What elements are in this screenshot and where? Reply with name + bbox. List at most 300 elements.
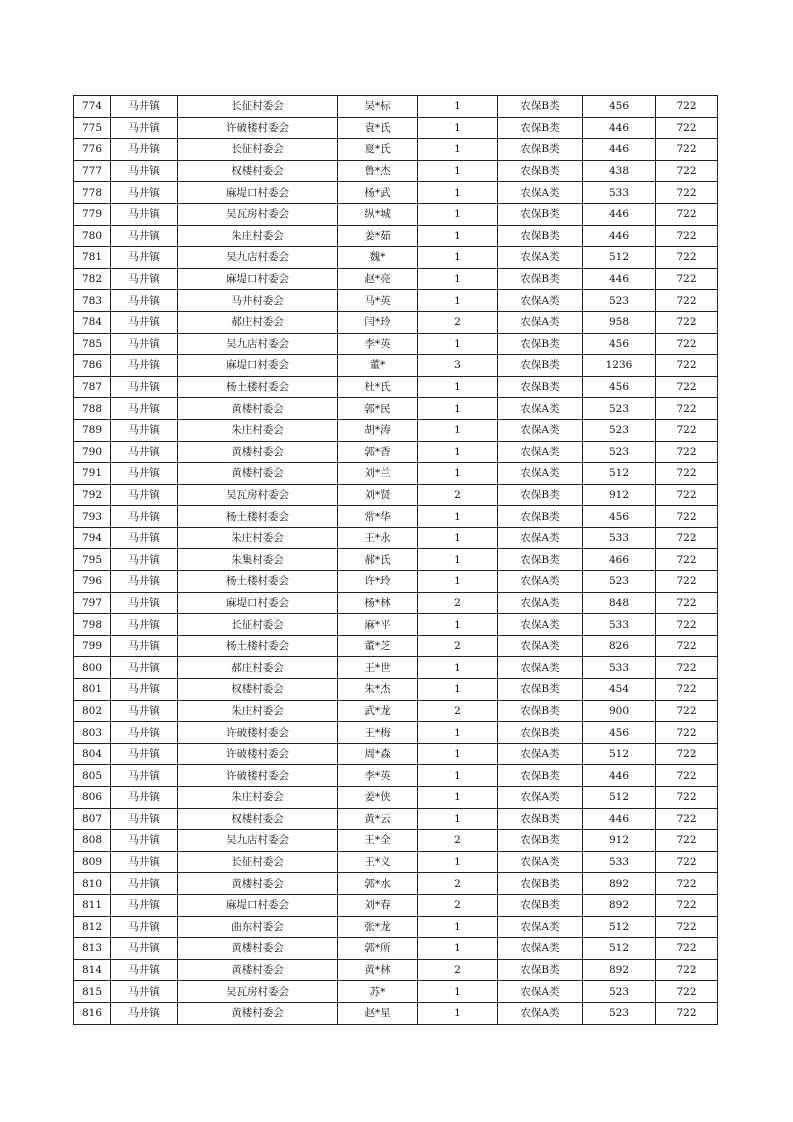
town-cell: 马井镇: [111, 679, 178, 701]
amount-cell: 456: [583, 506, 656, 528]
amount-cell: 533: [583, 614, 656, 636]
village-committee-cell: 朱庄村委会: [178, 225, 338, 247]
household-size-cell: 2: [418, 484, 498, 506]
standard-cell: 722: [656, 549, 718, 571]
table-row: [74, 614, 718, 636]
insurance-category-cell: 农保B类: [498, 700, 583, 722]
standard-cell: 722: [656, 463, 718, 485]
household-size-cell: 1: [418, 549, 498, 571]
village-committee-cell: 黄楼村委会: [178, 1002, 338, 1024]
village-committee-cell: 麻堤口村委会: [178, 894, 338, 916]
household-size-cell: 1: [418, 981, 498, 1003]
amount-cell: 523: [583, 981, 656, 1003]
town-cell: 马井镇: [111, 851, 178, 873]
standard-cell: 722: [656, 808, 718, 830]
insurance-category-cell: 农保B类: [498, 830, 583, 852]
household-size-cell: 1: [418, 203, 498, 225]
standard-cell: 722: [656, 290, 718, 312]
standard-cell: 722: [656, 679, 718, 701]
amount-cell: 533: [583, 182, 656, 204]
town-cell: 马井镇: [111, 182, 178, 204]
name-cell: 郭*民: [338, 398, 418, 420]
serial-number-cell: 808: [74, 830, 111, 852]
town-cell: 马井镇: [111, 247, 178, 269]
village-committee-cell: 权楼村委会: [178, 160, 338, 182]
standard-cell: 722: [656, 311, 718, 333]
table-row: [74, 959, 718, 981]
town-cell: 马井镇: [111, 441, 178, 463]
standard-cell: 722: [656, 981, 718, 1003]
amount-cell: 958: [583, 311, 656, 333]
insurance-category-cell: 农保B类: [498, 355, 583, 377]
town-cell: 马井镇: [111, 700, 178, 722]
table-row: [74, 743, 718, 765]
insurance-category-cell: 农保A类: [498, 916, 583, 938]
village-committee-cell: 长征村委会: [178, 614, 338, 636]
table-row: [74, 679, 718, 701]
town-cell: 马井镇: [111, 830, 178, 852]
serial-number-cell: 788: [74, 398, 111, 420]
village-committee-cell: 麻堤口村委会: [178, 355, 338, 377]
household-size-cell: 1: [418, 765, 498, 787]
name-cell: 刘*贤: [338, 484, 418, 506]
standard-cell: 722: [656, 527, 718, 549]
table-row: [74, 96, 718, 118]
household-size-cell: 1: [418, 743, 498, 765]
insurance-category-cell: 农保B类: [498, 203, 583, 225]
village-committee-cell: 黄楼村委会: [178, 463, 338, 485]
town-cell: 马井镇: [111, 743, 178, 765]
household-size-cell: 1: [418, 657, 498, 679]
serial-number-cell: 795: [74, 549, 111, 571]
table-row: [74, 463, 718, 485]
name-cell: 闫*玲: [338, 311, 418, 333]
amount-cell: 523: [583, 419, 656, 441]
insurance-category-cell: 农保A类: [498, 592, 583, 614]
standard-cell: 722: [656, 700, 718, 722]
serial-number-cell: 802: [74, 700, 111, 722]
insurance-category-cell: 农保A类: [498, 614, 583, 636]
table-row: [74, 635, 718, 657]
amount-cell: 446: [583, 225, 656, 247]
name-cell: 吴*标: [338, 96, 418, 118]
serial-number-cell: 796: [74, 571, 111, 593]
village-committee-cell: 杨土楼村委会: [178, 376, 338, 398]
insurance-category-cell: 农保A类: [498, 290, 583, 312]
insurance-category-cell: 农保A类: [498, 247, 583, 269]
name-cell: 麻*平: [338, 614, 418, 636]
standard-cell: 722: [656, 765, 718, 787]
table-row: [74, 1002, 718, 1024]
amount-cell: 892: [583, 873, 656, 895]
standard-cell: 722: [656, 873, 718, 895]
standard-cell: 722: [656, 376, 718, 398]
insurance-category-cell: 农保B类: [498, 160, 583, 182]
name-cell: 郭*所: [338, 938, 418, 960]
insurance-category-cell: 农保B类: [498, 139, 583, 161]
amount-cell: 512: [583, 938, 656, 960]
table-row: [74, 873, 718, 895]
insurance-category-cell: 农保B类: [498, 765, 583, 787]
village-committee-cell: 吴瓦房村委会: [178, 203, 338, 225]
household-size-cell: 1: [418, 722, 498, 744]
standard-cell: 722: [656, 894, 718, 916]
standard-cell: 722: [656, 182, 718, 204]
town-cell: 马井镇: [111, 873, 178, 895]
amount-cell: 438: [583, 160, 656, 182]
name-cell: 李*英: [338, 765, 418, 787]
name-cell: 杜*氏: [338, 376, 418, 398]
serial-number-cell: 784: [74, 311, 111, 333]
table-row: [74, 290, 718, 312]
name-cell: 王*世: [338, 657, 418, 679]
serial-number-cell: 776: [74, 139, 111, 161]
standard-cell: 722: [656, 1002, 718, 1024]
amount-cell: 826: [583, 635, 656, 657]
insurance-category-cell: 农保A类: [498, 571, 583, 593]
town-cell: 马井镇: [111, 1002, 178, 1024]
amount-cell: 523: [583, 398, 656, 420]
name-cell: 姜*茹: [338, 225, 418, 247]
insurance-category-cell: 农保A类: [498, 743, 583, 765]
amount-cell: 523: [583, 1002, 656, 1024]
village-committee-cell: 朱庄村委会: [178, 787, 338, 809]
amount-cell: 533: [583, 657, 656, 679]
amount-cell: 533: [583, 851, 656, 873]
insurance-category-cell: 农保B类: [498, 894, 583, 916]
name-cell: 赵*亮: [338, 268, 418, 290]
insurance-category-cell: 农保A类: [498, 635, 583, 657]
village-committee-cell: 郝庄村委会: [178, 657, 338, 679]
name-cell: 郭*香: [338, 441, 418, 463]
name-cell: 郭*水: [338, 873, 418, 895]
village-committee-cell: 吴九店村委会: [178, 247, 338, 269]
town-cell: 马井镇: [111, 592, 178, 614]
table-row: [74, 938, 718, 960]
household-size-cell: 2: [418, 635, 498, 657]
amount-cell: 523: [583, 290, 656, 312]
town-cell: 马井镇: [111, 139, 178, 161]
household-size-cell: 1: [418, 225, 498, 247]
name-cell: 马*英: [338, 290, 418, 312]
standard-cell: 722: [656, 571, 718, 593]
serial-number-cell: 789: [74, 419, 111, 441]
town-cell: 马井镇: [111, 463, 178, 485]
town-cell: 马井镇: [111, 203, 178, 225]
insurance-category-cell: 农保A类: [498, 311, 583, 333]
village-committee-cell: 长征村委会: [178, 139, 338, 161]
serial-number-cell: 799: [74, 635, 111, 657]
table-row: [74, 376, 718, 398]
serial-number-cell: 797: [74, 592, 111, 614]
household-size-cell: 1: [418, 182, 498, 204]
standard-cell: 722: [656, 96, 718, 118]
household-size-cell: 1: [418, 398, 498, 420]
village-committee-cell: 朱庄村委会: [178, 700, 338, 722]
table-row: [74, 355, 718, 377]
name-cell: 董*芝: [338, 635, 418, 657]
household-size-cell: 1: [418, 463, 498, 485]
amount-cell: 523: [583, 441, 656, 463]
insurance-category-cell: 农保A类: [498, 938, 583, 960]
serial-number-cell: 806: [74, 787, 111, 809]
town-cell: 马井镇: [111, 333, 178, 355]
table-row: [74, 765, 718, 787]
village-committee-cell: 许破楼村委会: [178, 117, 338, 139]
insurance-category-cell: 农保A类: [498, 981, 583, 1003]
town-cell: 马井镇: [111, 981, 178, 1003]
table-row: [74, 808, 718, 830]
amount-cell: 446: [583, 139, 656, 161]
amount-cell: 912: [583, 830, 656, 852]
insurance-category-cell: 农保B类: [498, 873, 583, 895]
serial-number-cell: 774: [74, 96, 111, 118]
standard-cell: 722: [656, 959, 718, 981]
town-cell: 马井镇: [111, 160, 178, 182]
standard-cell: 722: [656, 938, 718, 960]
serial-number-cell: 781: [74, 247, 111, 269]
village-committee-cell: 朱庄村委会: [178, 527, 338, 549]
name-cell: 许*玲: [338, 571, 418, 593]
name-cell: 周*森: [338, 743, 418, 765]
standard-cell: 722: [656, 117, 718, 139]
village-committee-cell: 权楼村委会: [178, 808, 338, 830]
amount-cell: 466: [583, 549, 656, 571]
serial-number-cell: 801: [74, 679, 111, 701]
table-row: [74, 311, 718, 333]
household-size-cell: 1: [418, 441, 498, 463]
standard-cell: 722: [656, 225, 718, 247]
village-committee-cell: 许破楼村委会: [178, 722, 338, 744]
serial-number-cell: 780: [74, 225, 111, 247]
insurance-category-cell: 农保A类: [498, 441, 583, 463]
serial-number-cell: 804: [74, 743, 111, 765]
village-committee-cell: 吴瓦房村委会: [178, 981, 338, 1003]
table-row: [74, 441, 718, 463]
village-committee-cell: 长征村委会: [178, 96, 338, 118]
amount-cell: 848: [583, 592, 656, 614]
serial-number-cell: 793: [74, 506, 111, 528]
village-committee-cell: 麻堤口村委会: [178, 592, 338, 614]
town-cell: 马井镇: [111, 290, 178, 312]
table-row: [74, 247, 718, 269]
household-size-cell: 2: [418, 873, 498, 895]
village-committee-cell: 黄楼村委会: [178, 938, 338, 960]
insurance-category-cell: 农保A类: [498, 1002, 583, 1024]
household-size-cell: 1: [418, 419, 498, 441]
name-cell: 刘*兰: [338, 463, 418, 485]
standard-cell: 722: [656, 722, 718, 744]
household-size-cell: 1: [418, 376, 498, 398]
insurance-category-cell: 农保B类: [498, 959, 583, 981]
household-size-cell: 1: [418, 938, 498, 960]
name-cell: 郝*氏: [338, 549, 418, 571]
serial-number-cell: 814: [74, 959, 111, 981]
town-cell: 马井镇: [111, 398, 178, 420]
table-row: [74, 398, 718, 420]
serial-number-cell: 786: [74, 355, 111, 377]
serial-number-cell: 783: [74, 290, 111, 312]
town-cell: 马井镇: [111, 419, 178, 441]
household-size-cell: 1: [418, 247, 498, 269]
insurance-category-cell: 农保A类: [498, 182, 583, 204]
amount-cell: 512: [583, 787, 656, 809]
serial-number-cell: 816: [74, 1002, 111, 1024]
insurance-category-cell: 农保B类: [498, 722, 583, 744]
table-row: [74, 139, 718, 161]
town-cell: 马井镇: [111, 117, 178, 139]
name-cell: 王*义: [338, 851, 418, 873]
village-committee-cell: 许破楼村委会: [178, 765, 338, 787]
household-size-cell: 1: [418, 506, 498, 528]
amount-cell: 446: [583, 117, 656, 139]
village-committee-cell: 杨土楼村委会: [178, 635, 338, 657]
village-committee-cell: 吴瓦房村委会: [178, 484, 338, 506]
village-committee-cell: 郝庄村委会: [178, 311, 338, 333]
standard-cell: 722: [656, 398, 718, 420]
town-cell: 马井镇: [111, 722, 178, 744]
village-committee-cell: 黄楼村委会: [178, 441, 338, 463]
standard-cell: 722: [656, 419, 718, 441]
serial-number-cell: 810: [74, 873, 111, 895]
amount-cell: 456: [583, 96, 656, 118]
amount-cell: 892: [583, 894, 656, 916]
name-cell: 武*龙: [338, 700, 418, 722]
name-cell: 袁*氏: [338, 117, 418, 139]
amount-cell: 892: [583, 959, 656, 981]
insurance-category-cell: 农保B类: [498, 506, 583, 528]
town-cell: 马井镇: [111, 506, 178, 528]
name-cell: 杨*武: [338, 182, 418, 204]
insurance-category-cell: 农保B类: [498, 117, 583, 139]
name-cell: 赵*星: [338, 1002, 418, 1024]
village-committee-cell: 许破楼村委会: [178, 743, 338, 765]
table-row: [74, 203, 718, 225]
standard-cell: 722: [656, 333, 718, 355]
amount-cell: 454: [583, 679, 656, 701]
table-row: [74, 981, 718, 1003]
household-size-cell: 1: [418, 117, 498, 139]
town-cell: 马井镇: [111, 765, 178, 787]
name-cell: 王*永: [338, 527, 418, 549]
town-cell: 马井镇: [111, 657, 178, 679]
insurance-category-cell: 农保A类: [498, 527, 583, 549]
beneficiary-table: [73, 95, 718, 1025]
amount-cell: 446: [583, 765, 656, 787]
insurance-category-cell: 农保A类: [498, 463, 583, 485]
insurance-category-cell: 农保B类: [498, 225, 583, 247]
amount-cell: 512: [583, 916, 656, 938]
town-cell: 马井镇: [111, 376, 178, 398]
household-size-cell: 1: [418, 1002, 498, 1024]
amount-cell: 512: [583, 247, 656, 269]
amount-cell: 446: [583, 808, 656, 830]
name-cell: 鲁*杰: [338, 160, 418, 182]
table-body: [74, 96, 718, 1025]
table-row: [74, 657, 718, 679]
table-row: [74, 894, 718, 916]
standard-cell: 722: [656, 506, 718, 528]
name-cell: 夏*氏: [338, 139, 418, 161]
name-cell: 董*: [338, 355, 418, 377]
town-cell: 马井镇: [111, 635, 178, 657]
village-committee-cell: 马井村委会: [178, 290, 338, 312]
standard-cell: 722: [656, 268, 718, 290]
town-cell: 马井镇: [111, 614, 178, 636]
table-row: [74, 549, 718, 571]
town-cell: 马井镇: [111, 527, 178, 549]
insurance-category-cell: 农保B类: [498, 333, 583, 355]
amount-cell: 523: [583, 571, 656, 593]
standard-cell: 722: [656, 160, 718, 182]
town-cell: 马井镇: [111, 355, 178, 377]
name-cell: 王*全: [338, 830, 418, 852]
household-size-cell: 2: [418, 700, 498, 722]
serial-number-cell: 803: [74, 722, 111, 744]
town-cell: 马井镇: [111, 225, 178, 247]
village-committee-cell: 黄楼村委会: [178, 959, 338, 981]
standard-cell: 722: [656, 787, 718, 809]
name-cell: 朱*杰: [338, 679, 418, 701]
village-committee-cell: 吴九店村委会: [178, 333, 338, 355]
town-cell: 马井镇: [111, 938, 178, 960]
serial-number-cell: 798: [74, 614, 111, 636]
standard-cell: 722: [656, 355, 718, 377]
town-cell: 马井镇: [111, 549, 178, 571]
name-cell: 刘*春: [338, 894, 418, 916]
amount-cell: 456: [583, 333, 656, 355]
insurance-category-cell: 农保B类: [498, 484, 583, 506]
household-size-cell: 3: [418, 355, 498, 377]
village-committee-cell: 黄楼村委会: [178, 873, 338, 895]
name-cell: 魏*: [338, 247, 418, 269]
table-row: [74, 830, 718, 852]
table-row: [74, 225, 718, 247]
name-cell: 黄*云: [338, 808, 418, 830]
amount-cell: 912: [583, 484, 656, 506]
household-size-cell: 2: [418, 894, 498, 916]
standard-cell: 722: [656, 635, 718, 657]
household-size-cell: 2: [418, 311, 498, 333]
table-row: [74, 182, 718, 204]
amount-cell: 533: [583, 527, 656, 549]
serial-number-cell: 777: [74, 160, 111, 182]
name-cell: 黄*林: [338, 959, 418, 981]
household-size-cell: 1: [418, 268, 498, 290]
standard-cell: 722: [656, 484, 718, 506]
household-size-cell: 1: [418, 290, 498, 312]
household-size-cell: 1: [418, 571, 498, 593]
serial-number-cell: 805: [74, 765, 111, 787]
standard-cell: 722: [656, 916, 718, 938]
town-cell: 马井镇: [111, 484, 178, 506]
serial-number-cell: 811: [74, 894, 111, 916]
name-cell: 苏*: [338, 981, 418, 1003]
serial-number-cell: 790: [74, 441, 111, 463]
insurance-category-cell: 农保B类: [498, 268, 583, 290]
village-committee-cell: 曲东村委会: [178, 916, 338, 938]
town-cell: 马井镇: [111, 571, 178, 593]
serial-number-cell: 792: [74, 484, 111, 506]
standard-cell: 722: [656, 203, 718, 225]
town-cell: 马井镇: [111, 268, 178, 290]
town-cell: 马井镇: [111, 916, 178, 938]
village-committee-cell: 麻堤口村委会: [178, 182, 338, 204]
insurance-category-cell: 农保B类: [498, 679, 583, 701]
standard-cell: 722: [656, 657, 718, 679]
serial-number-cell: 782: [74, 268, 111, 290]
household-size-cell: 1: [418, 808, 498, 830]
